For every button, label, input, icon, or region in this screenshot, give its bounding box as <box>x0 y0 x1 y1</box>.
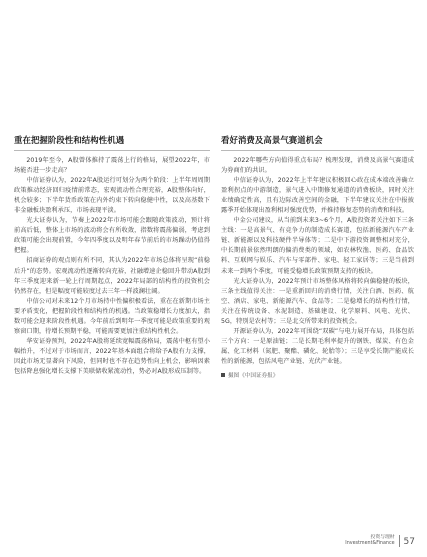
paragraph: 2022年哪些方向值得重点布局？梳理发现，消费及高景气赛道成为券商们的共识。 <box>221 157 414 175</box>
left-column <box>14 134 210 377</box>
magazine-name <box>345 535 394 547</box>
paragraph: 招商证券的观点则有所不同，其认为2022年市场总体将呈现“前稳后升”的态势。宏观流动性逐渐转向充裕，社融增速企稳回升带动A股到年三季度迎来新一轮上行周期起点，2022年局部的结构性的投资机会仍然存在，但是幅度可能较度过去三年一样波澜壮阔。 <box>14 257 210 295</box>
paragraph: 开源证券认为，2022年可围绕“双碳”与电力展开布局，具体包括三个方向：一是原油链；二是长期毛利率提升的钢铁、煤炭、有色金属、化工材料（氮肥、聚酯、磷化、轮胎等）；三是享受长期产能成长性的新能源，包括风电产业链、光伏产业链。 <box>221 327 414 365</box>
page-footer <box>345 535 415 547</box>
paragraph: 2019年至今，A股曾体推持了震荡上行的格局，展望2022年，市场能否进一步走高？ <box>14 157 210 175</box>
paragraph: 中信公司对未来12个月市场持中性偏积极看法，重在在新期市场主要矛盾变化，把握阶段性和结构性的机遇。当政策稳增长力度加大，指数可能会迎来阶段性机遇。今年前后到明年一季度可能是政策重要的观察窗口期，待增长预期平稳，可能需要更加注重结构性机会。 <box>14 297 210 335</box>
section-heading-right: 看好消费及高景气赛道机会 <box>221 134 414 151</box>
top-image-area <box>0 0 427 120</box>
paragraph: 光大证券认为，节奏上2022年市场可能会跟随政策波动，预计将前高后低，整体上市场的波动将会有所收敛，指数将震荡偏弱，考虑到政策可能会出现前置，今年四季度以及明年春节前后的市场躁动仍值得把握。 <box>14 217 210 255</box>
square-icon <box>221 373 225 377</box>
section-heading-left: 重在把握阶段性和结构性机遇 <box>14 134 210 151</box>
paragraph: 中信证券认为，2022年A股运行可划分为两个阶段：上半年周周期政策推动经济回归疫情前常态，宏观流动性合理充裕，A股整体向好，机会较多；下半年货币政策在内外约束下转向稳健中性，以及高基数下非金融板块盈利承压，市场表现平淡。 <box>14 177 210 215</box>
paragraph: 中金公司建议，从当前到未来3~6个月，A股投资者关注如下三条主线：一是高景气、有竞争力的制造成长赛道，包括新能源汽车产业链、新能源以及科技硬件半导体等；二是中下游投资调整相对充分，中长期前景依然明朗的偏消费类的领域，如农林牧渔、医药、食品饮料、互联网与娱乐、汽车与零部件、家电、轻工家居等；三是当前到未来一到两个季度，可能受稳增长政策预期支持的板块。 <box>221 217 414 275</box>
right-column <box>221 134 414 379</box>
magazine-name-cn: 投资与理财 <box>370 535 395 540</box>
page-number: 57 <box>403 537 415 547</box>
paragraph: 华安证券预判，2022年A股将延续宽幅震荡格局，震荡中枢有望小幅抬升，不过对于市场而言，2022年基本面组合将给予A股有力支撑，因此市场无显著向下风险，但同时也不存在趋势性向上机会，影响因素包括降息强化增长支撑下美联储收紧流动性，势必对A股形成压制等。 <box>14 337 210 375</box>
paragraph: 光大证券认为，2022年预计市场整体风格将转向偏稳健的板块，三条主线值得关注：一是重新回归的消费行情，关注白酒、医药、航空、酒店、家电、新能源汽车、食品等；二是稳增长的结构性行情，关注在传统设备、水泥制造、基础建设、化学原料、风电、光伏、5G，特别是农村等；三是北交所带来的投资机会。 <box>221 277 414 325</box>
paragraph: 中信证券认为，2022年上半年建议积极回心政在成本端改善确立盈利拐点的中游制造，景气进入中期修复通道的消费板块，同时关注业绩确定性高，且有边际改善空间的金融，下半年建议关注在中报披露季开始体现出盈利相对强度优势，并推持修复态势的消费和科技。 <box>221 177 414 215</box>
image-caption <box>221 371 414 379</box>
magazine-name-en: Investment&Finance <box>345 541 395 546</box>
footer-divider <box>399 535 400 547</box>
caption-text: 摄图《中国证券报》 <box>228 372 279 379</box>
